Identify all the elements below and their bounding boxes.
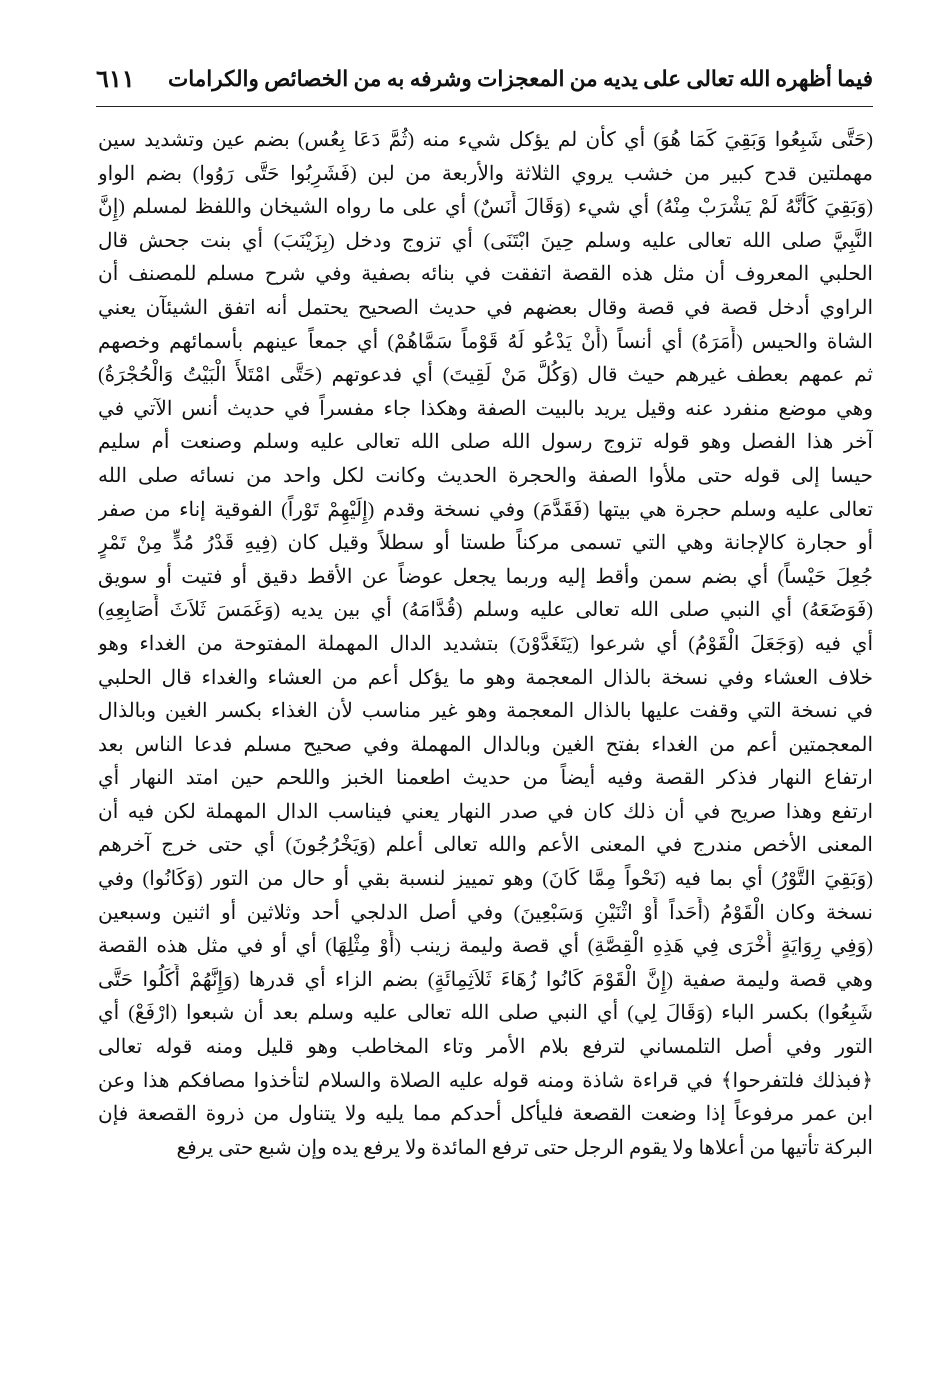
text-line: الشاة والحيس (أَمَرَهُ) أي أنساً (أَنْ يَدْعُو لَهُ قَوْماً سَمَّاهُمْ) أي جمعاً عينهم بأسمائهم وخصهم <box>98 330 873 353</box>
text-line: (حَتَّى شَبِعُوا وَبَقِيَ كَمَا هُوَ) أي كأن لم يؤكل شيء منه (ثُمَّ دَعَا بِعُس) بضم عين وتشديد سين <box>98 129 873 151</box>
text-line: ارتفاع النهار فذكر القصة وفيه أيضاً من حديث اطعمنا الخبز واللحم حين امتد النهار أي <box>98 767 873 790</box>
text-line: النَّبِيَّ صلى الله تعالى عليه وسلم حِينَ ابْتَنَى) أي تزوج ودخل (بِزَيْنَبَ) أي بنت جحش قال <box>98 229 873 252</box>
text-line: (فَوَضَعَهُ) أي النبي صلى الله تعالى عليه وسلم (قُدَّامَهُ) أي بين يديه (وَغَمَسَ ثَلاَثَ أَصَابِعِهِ) <box>98 599 873 622</box>
text-line: جُعِلَ حَيْساً) أي بضم سمن وأقط إليه وربما يجعل عوضاً عن الأقط دقيق أو فتيت أو سويق <box>98 565 873 588</box>
text-line: (وَبَقِيَ التَّوْرُ) أي بما فيه (نَحْواً مِمَّا كَانَ) وهو تمييز لنسبة بقي أو حال من التور (وَكَانُوا) وفي <box>98 868 873 891</box>
page-header <box>96 58 873 100</box>
text-line: الحلبي المعروف أن مثل هذه القصة اتفقت في بنائه بصفية وفي شرح مسلم للمصنف أن <box>98 263 873 286</box>
page-number: ٦١١ <box>96 66 135 93</box>
body-text <box>98 124 873 1165</box>
text-line: المعنى الأخص مندرج في المعنى الأعم والله تعالى أعلم (وَيَخْرُجُونَ) أي حتى خرج آخرهم <box>98 834 873 857</box>
text-line: (وَفِي رِوَايَةٍ أُخْرَى فِي هَذِهِ الْقِصَّةِ) أي قصة وليمة زينب (أَوْ مِثْلِهَا) أي أو في مثل هذه القصة <box>98 935 873 958</box>
text-line: ثم عمهم بعطف غيرهم حيث قال (وَكُلَّ مَنْ لَقِيتَ) أي فدعوتهم (حَتَّى امْتَلأَ الْبَيْتُ وَالْحُجْرَةُ) <box>98 364 873 387</box>
text-line: في نسخة التي وقفت عليها بالذال المعجمة وهو غير مناسب لأن الغذاء بكسر الغين وبالذال <box>98 700 873 723</box>
text-line: حيسا إلى قوله حتى ملأوا الصفة والحجرة الحديث وكانت لكل واحد من نسائه صلى الله <box>98 464 873 487</box>
text-line: نسخة وكان الْقَوْمُ (أَحَداً أَوْ اثْنَيْنِ وَسَبْعِينَ) وفي أصل الدلجي أحد وثلاثين أو اثنين وسبعين <box>98 901 873 924</box>
text-line: أي فيه (وَجَعَلَ الْقَوْمُ) أي شرعوا (يَتَغَدَّوْنَ) بتشديد الدال المهملة المفتوحة من الغداء وهو <box>98 632 873 655</box>
text-line: المعجمتين أعم من الغداء بفتح الغين وبالدال المهملة وفي صحيح مسلم فدعا الناس بعد <box>98 733 873 756</box>
text-line: ابن عمر مرفوعاً إذا وضعت القصعة فليأكل أحدكم مما يليه ولا يتناول من ذروة القصعة فإن <box>98 1103 873 1126</box>
text-line: الراوي أدخل قصة في قصة وقال بعضهم في حديث الصحيح يحتمل أنه اتفق الشيئآن يعني <box>98 296 873 319</box>
text-line: شَبِعُوا) بكسر الباء (وَقَالَ لِي) أي النبي صلى الله تعالى عليه وسلم بعد أن شبعوا (ارْفَعْ) أي <box>98 1002 873 1025</box>
running-title: فيما أظهره الله تعالى على يديه من المعجزات وشرفه به من الخصائص والكرامات <box>167 66 873 91</box>
text-line: خلاف العشاء وفي نسخة بالذال المعجمة وهو ما يؤكل أعم من العشاء والغداء قال الحلبي <box>98 666 873 689</box>
text-line: مهملتين قدح كبير من خشب يروي الثلاثة والأربعة من لبن (فَشَرِبُوا حَتَّى رَوُوا) بضم الواو <box>98 162 873 185</box>
text-line: ﴿فبذلك فلتفرحوا﴾ في قراءة شاذة ومنه قوله عليه الصلاة والسلام لتأخذوا مصافكم هذا وعن <box>98 1069 873 1092</box>
text-line: أو حجارة كالإجانة وهي التي تسمى مركناً طستا أو سطلاً وقيل كان (فِيهِ قَدْرُ مُدٍّ مِنْ تَمْرٍ <box>98 532 873 555</box>
text-line: (وَبَقِيَ كَأَنَّهُ لَمْ يَشْرَبْ مِنْهُ) أي شيء (وَقَالَ أَنَسٌ) أي على ما رواه الشيخان واللفظ لمسلم (إِنَّ <box>98 196 873 219</box>
text-line: ارتفع وهذا صريح في أن ذلك كان في صدر النهار يعني فيناسب الدال المهملة لكن فيه أن <box>98 800 873 823</box>
text-line: تعالى عليه وسلم حجرة هي بيتها (فَقَدَّمَ) وفي نسخة وقدم (إِلَيْهِمْ تَوْراً) الفوقية إناء من صفر <box>98 498 873 521</box>
text-line: التور وفي أصل التلمساني لترفع بلام الأمر وتاء المخاطب وهو قليل ومنه قوله تعالى <box>98 1036 873 1059</box>
text-line: وهي قصة وليمة صفية (إِنَّ الْقَوْمَ كَانُوا زُهَاءَ ثَلاَثِمِائَةٍ) بضم الزاء أي قدرها (وَإِنَّهُمْ أَكَلُوا حَتَّى <box>98 968 873 991</box>
header-rule <box>96 106 873 107</box>
text-line: آخر هذا الفصل وهو قوله تزوج رسول الله صلى الله تعالى عليه وسلم وصنعت أم سليم <box>98 431 873 454</box>
text-line: البركة تأتيها من أعلاها ولا يقوم الرجل حتى ترفع المائدة ولا يرفع يده وإن شبع حتى يرفع <box>176 1136 873 1159</box>
text-line: وهي موضع منفرد عنه وقيل يريد بالبيت الصفة وهكذا جاء مفسراً في حديث أنس الآتي في <box>98 397 873 420</box>
